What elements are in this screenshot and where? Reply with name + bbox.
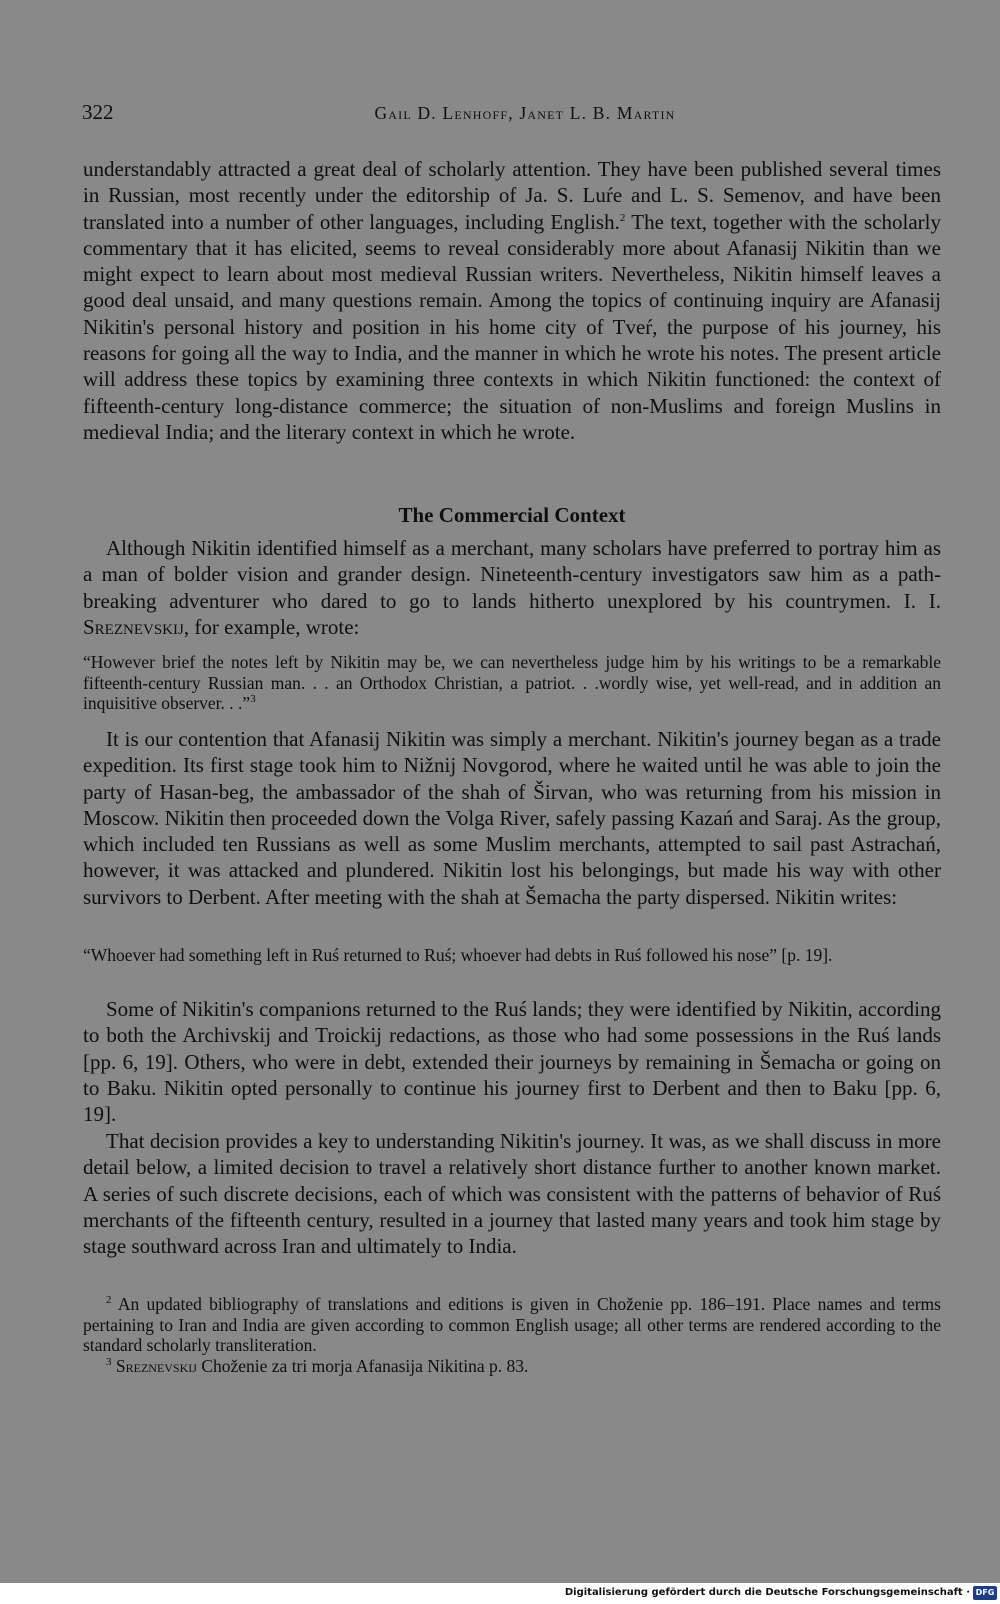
paragraph-1-end: , for example, wrote: [183,614,360,639]
paragraph-4: That decision provides a key to understanding Nikitin's journey. It was, as we shall discuss in more detail below, a limited decision to travel a relatively short distance further to another known market. A series of such discrete decisions, each of which was consistent with the patterns of behavior of Ruś merchants of the fifteenth century, resulted in a journey that lasted many years and took him stage by stage southward across Iran and ultimately to India. [83,1129,941,1259]
intro-text: understandably attracted a great deal of scholarly attention. They have been published several times in Russian, most recently under the editorship of Ja. S. Luŕe and L. S. Semenov, and have been translated into a number of other languages, including English. [83,157,941,234]
dfg-logo: DFG [973,1586,997,1600]
footnotes [83,1294,941,1376]
paragraph-2: It is our contention that Afanasij Nikitin was simply a merchant. Nikitin's journey began as a trade expedition. Its first stage took him to Nižnij Novgorod, where he waited until he was able to join the party of Hasan-beg, the ambassador of the shah of Širvan, who was returning from his mission in Moscow. Nikitin then proceeded down the Volga River, safely passing Kazań and Saraj. As the group, which included ten Russians as well as some Muslim merchants, attempted to sail past Astrachań, however, it was attacked and plundered. Nikitin lost his belongings, but made his way with other survivors to Derbent. After meeting with the shah at Šemacha the party dispersed. Nikitin writes: [83,727,941,909]
footnote-author: Sreznevskij [115,1355,197,1376]
footnote-ref-3: 3 [250,693,256,706]
digitization-credit-bar [0,1583,1000,1604]
page-number: 322 [82,100,114,124]
paragraph-3: Some of Nikitin's companions returned to the Ruś lands; they were identified by Nikitin, according to both the Archivskij and Troickij redactions, as those who had some possessions in the Ruś lands [pp. 6, 19]. Others, who were in debt, extended their journeys by remaining in Šemacha or going on to Baku. Nikitin opted personally to continue his journey first to Derbent and then to Baku [pp. 6, 19]. [83,997,941,1127]
running-head: Gail D. Lenhoff, Janet L. B. Martin [374,103,676,123]
footnote-marker: 3 [106,1355,112,1368]
quote-1-text: “However brief the notes left by Nikitin may be, we can nevertheless judge him by his writings to be a remarkable fifteenth-century Russian man. . . an Orthodox Christian, a patriot. . .wordly wise, yet well-read, and in addition an inquisitive observer. . .” [83,652,941,713]
block-quote-2: “Whoever had something left in Ruś returned to Ruś; whoever had debts in Ruś followed his nose” [p. 19]. [83,945,833,965]
section-heading: The Commercial Context [398,503,626,527]
intro-paragraph [83,156,941,445]
footnote-3 [83,1356,941,1377]
credit-text: Digitalisierung gefördert durch die Deutsche Forschungsgemeinschaft · [564,1587,970,1598]
footnote-text: Choženie za tri morja Afanasija Nikitina p. 83. [201,1355,529,1376]
block-quote-1 [83,652,941,714]
paragraph-1 [83,535,941,640]
paragraph-1-text: Although Nikitin identified himself as a merchant, many scholars have preferred to portray him as a man of bolder vision and grander design. Nineteenth-century investigators saw him as a path-breaking adventurer who dared to go to lands hitherto unexplored by his countrymen. I. I. [83,536,941,613]
footnote-2 [83,1294,941,1356]
author-name: Sreznevskij [83,614,184,639]
footnote-ref-2: 2 [619,211,626,224]
footnote-marker: 2 [106,1294,112,1307]
footnote-text: An updated bibliography of translations and editions is given in Choženie pp. 186–191. Place names and terms pertaining to Iran and India are given according to common English usage; all other terms are rendered according to the standard scholarly transliteration. [83,1294,941,1355]
intro-text-rest: The text, together with the scholarly commentary that it has elicited, seems to reveal considerably more about Afanasij Nikitin than we might expect to learn about most medieval Russian writers. Nevertheless, Nikitin himself leaves a good deal unsaid, and many questions remain. Among the topics of continuing inquiry are Afanasij Nikitin's personal history and position in his home city of Tveŕ, the purpose of his journey, his reasons for going all the way to India, and the manner in which he wrote his notes. The present article will address these topics by examining three contexts in which Nikitin functioned: the context of fifteenth-century long-distance commerce; the situation of non-Muslims and foreign Muslins in medieval India; and the literary context in which he wrote. [83,209,941,444]
